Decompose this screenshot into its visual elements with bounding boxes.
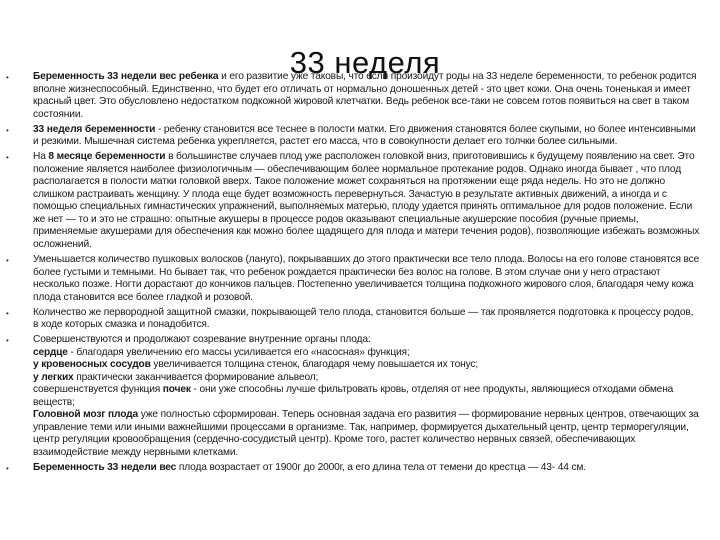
item-text: Уменьшается количество пушковых волосков (лануго), покрывавших до этого практически все тело плода. Волосы на его голове становятся все более густыми и темными. Но бывает так, что ребенок рождается практически без волос на голове. В этом случае они у него отрастают несколько позже. Ногти дорастают до кончиков пальцев. Постепенно увеличивается толщина подкожного жирового слоя, благодаря чему кожа плода становится все более гладкой и розовой. xyxy=(33,254,700,303)
organ-brain xyxy=(33,409,701,459)
bold-lead: Беременность 33 недели вес xyxy=(33,462,177,474)
organ-kidneys-prefix: совершенствуется функция xyxy=(33,384,163,396)
list-item xyxy=(33,334,701,459)
item-text: - ребенку становится все теснее в полости матки. Его движения становятся более скупыми, но более интенсивными и резкими. Мышечная система ребенка укрепляется, растет его масса, что в совокупности делает его толчки более сильными. xyxy=(33,123,696,148)
organ-heart-label: сердце xyxy=(33,346,68,358)
organ-vessels-label: у кровеносных сосудов xyxy=(33,359,151,371)
organ-lungs-text: практически заканчивается формирование альвеол; xyxy=(73,371,319,383)
bullet-list xyxy=(33,71,701,477)
bold-lead: 33 неделя беременности xyxy=(33,123,156,135)
organ-kidneys-text: - они уже способны лучше фильтровать кровь, отделяя от нее продукты, являющиеся отходами обмена веществ; xyxy=(33,384,674,408)
organ-brain-text: уже полностью сформирован. Теперь основная задача его развития — формирование нервных центров, отвечающих за управление теми или иными важнейшими процессами в организме. Так, например, формируется дыхательный центр, центр терморегуляции, центр регуляции кровообращения (сердечно-сосудистый центр). Кроме того, растет количество нервных связей, обеспечивающих взаимодействие между нервными клетками. xyxy=(33,409,699,458)
organ-kidneys-label: почек xyxy=(162,384,191,396)
organ-lungs-label: у легких xyxy=(33,371,74,383)
organ-vessels xyxy=(33,359,701,372)
list-item xyxy=(33,254,701,304)
item-prefix: На xyxy=(33,151,49,163)
page-title: 33 неделя xyxy=(289,44,441,80)
bold-lead: 8 месяце беременности xyxy=(48,151,166,163)
organ-kidneys xyxy=(33,384,701,409)
bold-lead: Беременность 33 недели вес ребенка xyxy=(33,71,219,82)
organ-heart xyxy=(33,347,701,360)
list-item xyxy=(33,307,701,332)
organ-vessels-text: увеличивается толщина стенок, благодаря чему повышается их тонус; xyxy=(150,359,479,371)
list-item xyxy=(33,71,701,121)
item-text: в большинстве случаев плод уже расположен головкой вниз, приготовившись к будущему появлению на свет. Это положение является наиболее физиологичным — обеспечивающим более нормальное протекание родов. Однако иногда бывает , что плод располагается в полости матки головкой вверх. Такое положение может сохраняться на протяжении еще ряда недель. Но это не должно слишком растраивать женщину. У плода еще будет возможность перевернуться. Зачастую в результате активных движений, а иногда и с помощью специальных гимнастических упражнений, выполняемых матерью, плоду удается принять оптимальное для родов положение. Если же нет — то и это не страшно: опытные акушеры в процессе родов оказывают специальные акушерские пособия (ручные приемы, применяемые акушерами для обеспечения как можно более щадящего для плода и матери течения родов), позволяющие избежать возможных осложнений. xyxy=(33,151,700,250)
list-item xyxy=(33,124,701,149)
organ-brain-label: Головной мозг плода xyxy=(33,409,139,421)
item-text: и его развитие уже таковы, что если произойдут роды на 33 неделе беременности, то ребенок родится вполне жизнеспособный. Единственно, что будет его отличать от нормально доношенных детей - это цвет кожи. Она очень тоненькая и имеет красный цвет. Это обусловлено недостатком подкожной жировой клетчатки. Ведь ребенок все-таки не совсем готов появиться на свет в таком состоянии. xyxy=(33,71,697,120)
list-item xyxy=(33,151,701,251)
item-text: плода возрастает от 1900г до 2000г, а его длина тела от темени до крестца — 43- 44 см. xyxy=(176,462,586,474)
organ-lungs xyxy=(33,372,701,385)
item-text: Количество же первородной защитной смазки, покрывающей тело плода, становится больше — так проявляется подготовка к процессу родов, в ходе которых смазка и понадобится. xyxy=(33,306,694,331)
organs-intro: • Совершенствуются и продолжают созревание внутренние органы плода: xyxy=(33,334,371,346)
organ-heart-text: - благодаря увеличению его массы усиливается его «насосная» функция; xyxy=(67,346,410,358)
list-item xyxy=(33,462,701,475)
